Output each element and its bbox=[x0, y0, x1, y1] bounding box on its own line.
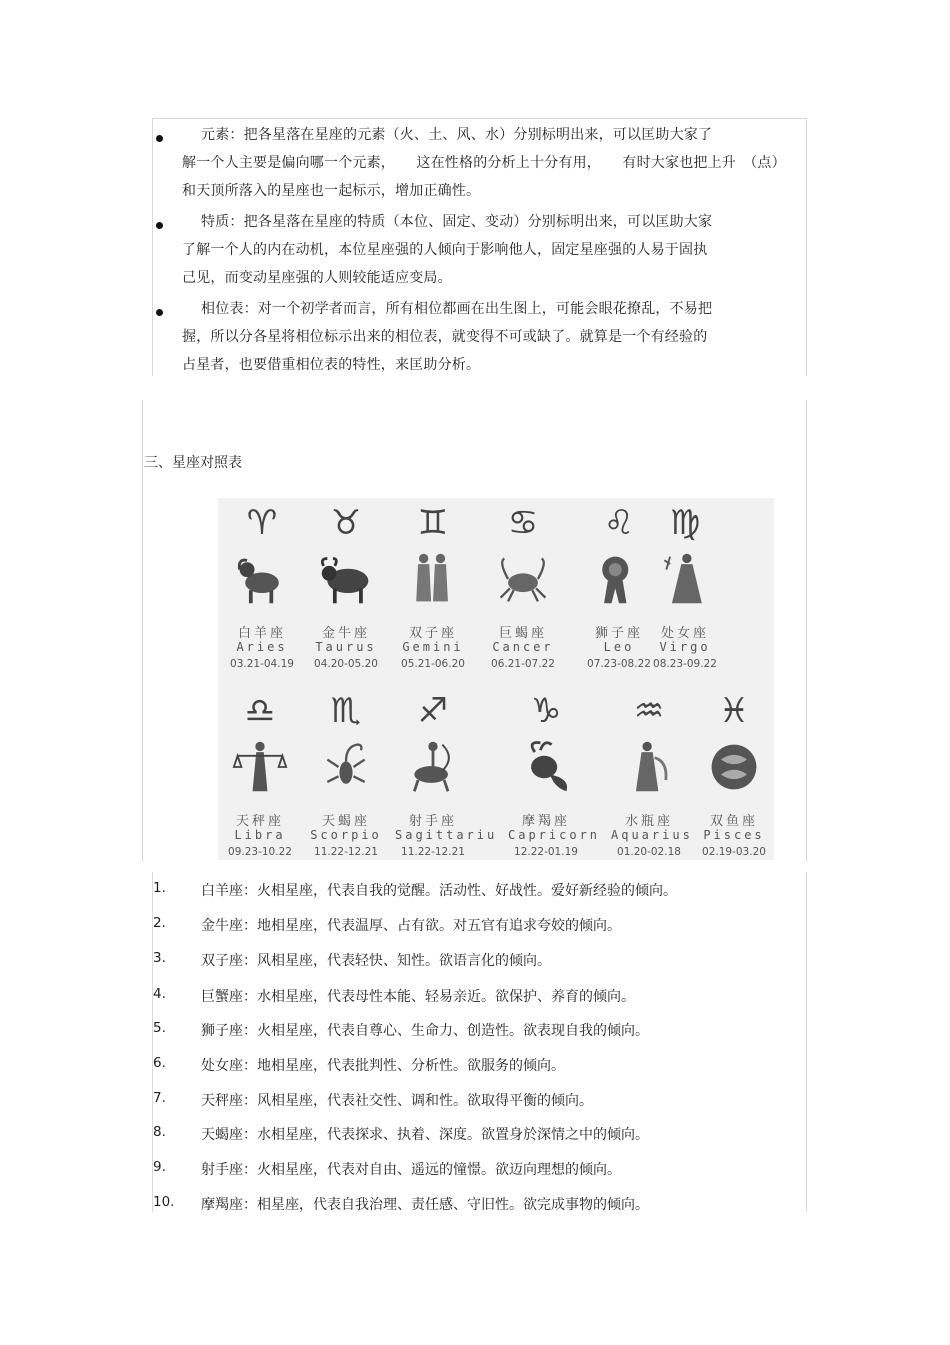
list-item-number: 9. bbox=[153, 1159, 166, 1175]
lion-icon bbox=[591, 550, 647, 608]
zodiac-cell bbox=[485, 504, 561, 676]
scorpion-icon bbox=[318, 738, 374, 796]
paragraph-line: 占星者，也要借重相位表的特性，来匡助分析。 bbox=[182, 357, 481, 373]
zodiac-cell bbox=[696, 692, 772, 864]
paragraph-line: 相位表：对一个初学者而言，所有相位都画在出生图上，可能会眼花撩乱，不易把 bbox=[201, 301, 713, 317]
list-item-number: 6. bbox=[153, 1055, 166, 1071]
zodiac-symbol: ♍ bbox=[669, 503, 701, 543]
zodiac-name-cn: 处女座 bbox=[660, 626, 709, 641]
zodiac-cell bbox=[611, 691, 693, 864]
zodiac-name-en: Libra bbox=[234, 828, 286, 842]
zodiac-symbol: ♋ bbox=[507, 503, 539, 543]
zodiac-cell bbox=[508, 691, 601, 864]
list-item: 金牛座：地相星座，代表温厚、占有欲。对五官有追求夸姣的倾向。 bbox=[201, 918, 621, 934]
zodiac-name-en: Virgo bbox=[659, 640, 711, 654]
zodiac-name-cn: 狮子座 bbox=[594, 626, 643, 641]
bullet-dot-icon bbox=[156, 309, 163, 316]
zodiac-dates: 04.20-05.20 bbox=[314, 658, 378, 670]
zodiac-name-en: Scorpio bbox=[310, 828, 382, 842]
zodiac-name-cn: 双子座 bbox=[408, 626, 457, 641]
section-heading: 三、星座对照表 bbox=[144, 455, 242, 471]
right-border bbox=[806, 872, 807, 1212]
zodiac-dates: 05.21-06.20 bbox=[401, 658, 465, 670]
paragraph-line: 特质：把各星落在星座的特质（本位、固定、变动）分别标明出来，可以匡助大家 bbox=[201, 214, 713, 230]
zodiac-chart-image bbox=[218, 498, 774, 860]
fish-icon bbox=[706, 738, 762, 796]
right-border bbox=[806, 118, 807, 376]
zodiac-name-cn: 水瓶座 bbox=[624, 814, 673, 829]
zodiac-cell bbox=[581, 504, 657, 676]
archer-icon bbox=[405, 738, 461, 796]
list-item: 天蝎座：水相星座，代表探求、执着、深度。欲置身於深情之中的倾向。 bbox=[201, 1127, 649, 1143]
zodiac-dates: 11.22-12.21 bbox=[314, 846, 378, 858]
list-item-number: 3. bbox=[153, 950, 166, 966]
list-item: 摩羯座：相星座，代表自我治理、责任感、守旧性。欲完成事物的倾向。 bbox=[201, 1197, 649, 1213]
zodiac-name-en: Aquarius bbox=[611, 828, 693, 842]
zodiac-symbol: ♒ bbox=[633, 691, 665, 731]
zodiac-cell bbox=[395, 504, 471, 676]
paragraph-line: 握，所以分各星将相位标示出来的相位表，就变得不可或缺了。就算是一个有经验的 bbox=[182, 329, 708, 345]
paragraph-line: 己见，而变动星座强的人则较能适应变局。 bbox=[182, 270, 452, 286]
bullet-dot-icon bbox=[156, 135, 163, 142]
zodiac-name-cn: 摩羯座 bbox=[521, 814, 570, 829]
water-bearer-icon bbox=[621, 738, 677, 796]
zodiac-symbol: ♎ bbox=[244, 691, 276, 731]
twins-icon bbox=[405, 550, 461, 608]
zodiac-cell bbox=[222, 692, 298, 864]
zodiac-dates: 06.21-07.22 bbox=[491, 658, 555, 670]
zodiac-name-cn: 射手座 bbox=[408, 814, 457, 829]
list-item-number: 4. bbox=[153, 986, 166, 1002]
zodiac-dates: 09.23-10.22 bbox=[228, 846, 292, 858]
left-border bbox=[142, 400, 143, 862]
paragraph-line: 了解一个人的内在动机，本位星座强的人倾向于影响他人，固定星座强的人易于固执 bbox=[182, 242, 708, 258]
zodiac-cell bbox=[308, 504, 384, 676]
paragraph-line: 解一个人主要是偏向哪一个元素， 这在性格的分析上十分有用， 有时大家也把上升 （点） bbox=[182, 155, 786, 171]
zodiac-symbol: ♏ bbox=[330, 691, 362, 731]
zodiac-symbol: ♐ bbox=[417, 691, 449, 731]
zodiac-cell bbox=[647, 504, 723, 676]
list-item: 巨蟹座：水相星座，代表母性本能、轻易亲近。欲保护、养育的倾向。 bbox=[201, 989, 635, 1005]
zodiac-dates: 07.23-08.22 bbox=[587, 658, 651, 670]
maiden-icon bbox=[657, 550, 713, 608]
zodiac-dates: 01.20-02.18 bbox=[617, 846, 681, 858]
zodiac-name-en: Sagittariu bbox=[395, 828, 498, 842]
list-item: 双子座：风相星座，代表轻快、知性。欲语言化的倾向。 bbox=[201, 953, 551, 969]
zodiac-name-en: Aries bbox=[236, 640, 288, 654]
right-border bbox=[806, 400, 807, 862]
zodiac-cell bbox=[308, 692, 384, 864]
zodiac-name-en: Cancer bbox=[492, 640, 554, 654]
paragraph-line: 和天顶所落入的星座也一起标示，增加正确性。 bbox=[182, 183, 481, 199]
zodiac-name-en: Leo bbox=[603, 640, 635, 654]
paragraph-line: 元素：把各星落在星座的元素（火、土、风、水）分别标明出来，可以匡助大家了 bbox=[201, 127, 713, 143]
list-item-number: 10. bbox=[153, 1194, 175, 1210]
goat-icon bbox=[518, 738, 574, 796]
zodiac-cell bbox=[395, 691, 498, 864]
list-item-number: 7. bbox=[153, 1090, 166, 1106]
zodiac-symbol: ♌ bbox=[603, 503, 635, 543]
zodiac-name-en: Taurus bbox=[315, 640, 377, 654]
zodiac-symbol: ♊ bbox=[417, 503, 449, 543]
zodiac-symbol: ♑ bbox=[530, 691, 562, 731]
zodiac-dates: 12.22-01.19 bbox=[514, 846, 578, 858]
list-item: 白羊座：火相星座，代表自我的觉醒。活动性、好战性。爱好新经验的倾向。 bbox=[201, 883, 677, 899]
bull-icon bbox=[318, 550, 374, 608]
ram-icon bbox=[234, 550, 290, 608]
list-item-number: 1. bbox=[153, 880, 166, 896]
list-item: 处女座：地相星座，代表批判性、分析性。欲服务的倾向。 bbox=[201, 1058, 565, 1074]
list-item: 天秤座：风相星座，代表社交性、调和性。欲取得平衡的倾向。 bbox=[201, 1093, 593, 1109]
zodiac-symbol: ♓ bbox=[718, 691, 750, 731]
zodiac-symbol: ♈ bbox=[246, 503, 278, 543]
zodiac-dates: 11.22-12.21 bbox=[401, 846, 465, 858]
top-border bbox=[152, 118, 807, 119]
list-item-number: 5. bbox=[153, 1020, 166, 1036]
zodiac-name-cn: 金牛座 bbox=[321, 626, 370, 641]
zodiac-name-en: Capricorn bbox=[508, 828, 601, 842]
scales-icon bbox=[232, 738, 288, 796]
zodiac-name-en: Gemini bbox=[402, 640, 464, 654]
crab-icon bbox=[495, 550, 551, 608]
bullet-dot-icon bbox=[156, 222, 163, 229]
zodiac-dates: 02.19-03.20 bbox=[702, 846, 766, 858]
list-item-number: 2. bbox=[153, 915, 166, 931]
zodiac-name-cn: 双鱼座 bbox=[709, 814, 758, 829]
zodiac-name-cn: 天蝎座 bbox=[321, 814, 370, 829]
zodiac-name-cn: 巨蝎座 bbox=[498, 626, 547, 641]
zodiac-dates: 08.23-09.22 bbox=[653, 658, 717, 670]
zodiac-name-cn: 天秤座 bbox=[235, 814, 284, 829]
zodiac-cell bbox=[224, 504, 300, 676]
list-item-number: 8. bbox=[153, 1124, 166, 1140]
list-item: 狮子座：火相星座，代表自尊心、生命力、创造性。欲表现自我的倾向。 bbox=[201, 1023, 649, 1039]
left-border bbox=[152, 118, 153, 376]
zodiac-dates: 03.21-04.19 bbox=[230, 658, 294, 670]
zodiac-name-en: Pisces bbox=[703, 828, 765, 842]
list-item: 射手座：火相星座，代表对自由、遥远的憧憬。欲迈向理想的倾向。 bbox=[201, 1162, 621, 1178]
zodiac-name-cn: 白羊座 bbox=[237, 626, 286, 641]
zodiac-symbol: ♉ bbox=[330, 503, 362, 543]
